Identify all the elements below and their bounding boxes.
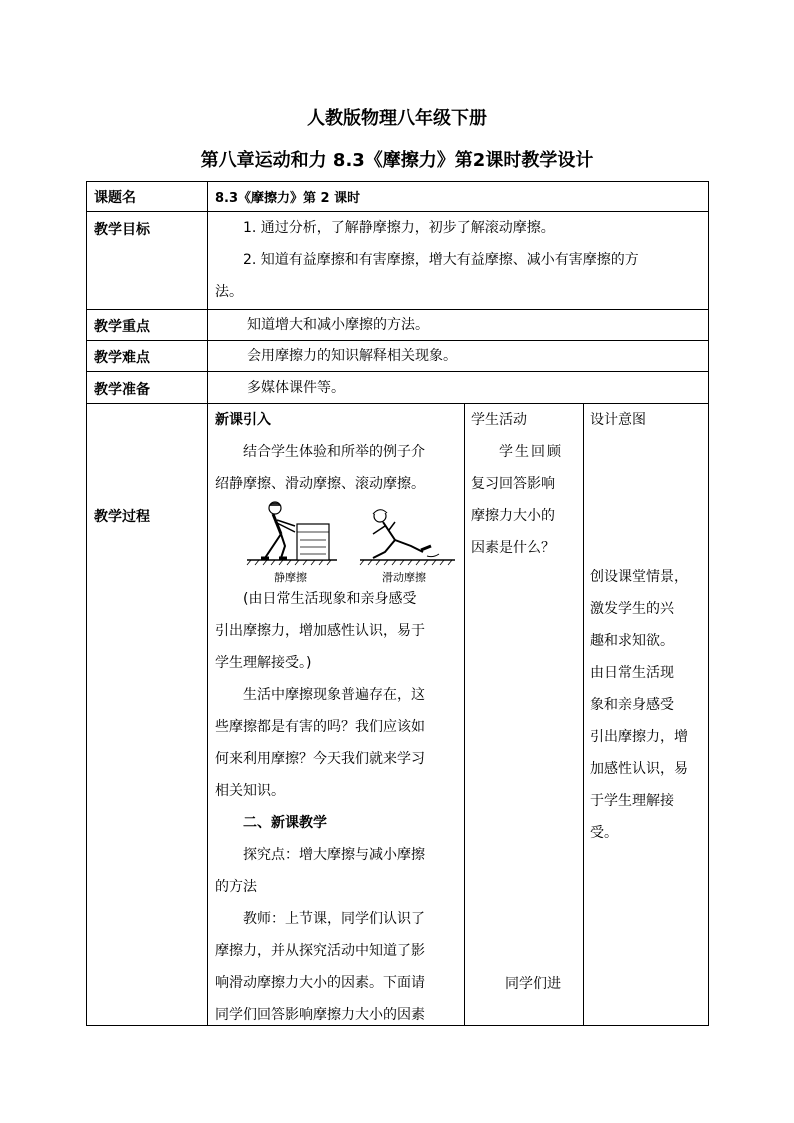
student-text-cont: 复习回答影响 [471, 476, 555, 492]
design-text: 创设课堂情景， [590, 569, 688, 585]
table-border [464, 403, 465, 1026]
teacher-text-cont: 响滑动摩擦力大小的因素。下面请 [215, 975, 425, 991]
topic-label: 课题名 [94, 190, 136, 206]
design-text: 引出摩擦力，增 [590, 729, 688, 745]
teacher-text-cont: 同学们回答影响摩擦力大小的因素 [215, 1007, 425, 1023]
design-text: 于学生理解接 [590, 793, 674, 809]
transition-text-cont: 相关知识。 [215, 783, 285, 799]
section-heading: 二、新课教学 [243, 815, 327, 831]
intro-note-cont: 引出摩擦力，增加感性认识，易于 [215, 623, 425, 639]
document-subtitle: 第八章运动和力 8.3《摩擦力》第2课时教学设计 [200, 150, 594, 171]
design-text: 趣和求知欲。 [590, 633, 674, 649]
process-main-bottom [215, 583, 460, 1031]
intro-text: 结合学生体验和所举的例子介 [243, 444, 425, 460]
process-label: 教学过程 [94, 509, 150, 525]
sliding-friction-caption: 滑动摩擦 [382, 571, 426, 584]
design-text: 象和亲身感受 [590, 697, 674, 713]
exploration-point: 探究点：增大摩擦与减小摩擦 [243, 847, 425, 863]
goals-content [215, 212, 703, 308]
table-border [207, 181, 208, 1026]
difficulty-label: 教学难点 [94, 350, 150, 366]
table-border [86, 181, 709, 182]
difficulty-value: 会用摩擦力的知识解释相关现象。 [247, 348, 457, 364]
goal-2-cont: 法。 [215, 284, 243, 300]
topic-value: 8.3《摩擦力》第 2 课时 [215, 191, 361, 206]
design-text: 加感性认识，易 [590, 761, 688, 777]
key-point-label: 教学重点 [94, 319, 150, 335]
intro-heading: 新课引入 [215, 412, 271, 428]
transition-text: 生活中摩擦现象普遍存在，这 [243, 687, 425, 703]
table-border [583, 403, 584, 1026]
teacher-text: 教师：上节课，同学们认识了 [243, 911, 425, 927]
design-intent [590, 561, 706, 849]
process-main-top [215, 404, 460, 500]
student-heading: 学生活动 [471, 412, 527, 428]
goal-2: 2. 知道有益摩擦和有害摩擦，增大有益摩擦、减小有害摩擦的方 [243, 252, 639, 268]
goal-1: 1. 通过分析，了解静摩擦力，初步了解滚动摩擦。 [243, 220, 555, 236]
intro-note-cont: 学生理解接受。) [215, 655, 312, 671]
student-text-cont: 因素是什么？ [471, 540, 555, 556]
student-text-cont: 摩擦力大小的 [471, 508, 555, 524]
intro-note: (由日常生活现象和亲身感受 [243, 591, 417, 607]
sliding-friction-figure [360, 510, 455, 565]
student-activity [471, 404, 581, 564]
teacher-text-cont: 摩擦力，并从探究活动中知道了影 [215, 943, 425, 959]
transition-text-cont: 些摩擦都是有害的吗？我们应该如 [215, 719, 425, 735]
transition-text-cont: 何来利用摩擦？今天我们就来学习 [215, 751, 425, 767]
design-text: 受。 [590, 825, 618, 841]
table-border [86, 181, 87, 1026]
goals-label: 教学目标 [94, 222, 150, 238]
table-border [708, 181, 709, 1026]
static-friction-figure [247, 502, 337, 565]
design-text: 由日常生活现 [590, 665, 674, 681]
intro-text-cont: 绍静摩擦、滑动摩擦、滚动摩擦。 [215, 476, 425, 492]
design-text: 激发学生的兴 [590, 601, 674, 617]
key-point-value: 知道增大和减小摩擦的方法。 [247, 317, 429, 333]
document-title: 人教版物理八年级下册 [307, 108, 487, 129]
static-friction-caption: 静摩擦 [274, 571, 307, 584]
preparation-value: 多媒体课件等。 [247, 380, 345, 396]
preparation-label: 教学准备 [94, 382, 150, 398]
student-text-2: 同学们进 [505, 976, 561, 992]
exploration-point-cont: 的方法 [215, 879, 257, 895]
design-heading: 设计意图 [590, 412, 646, 428]
student-text: 学生回顾 [499, 444, 563, 460]
